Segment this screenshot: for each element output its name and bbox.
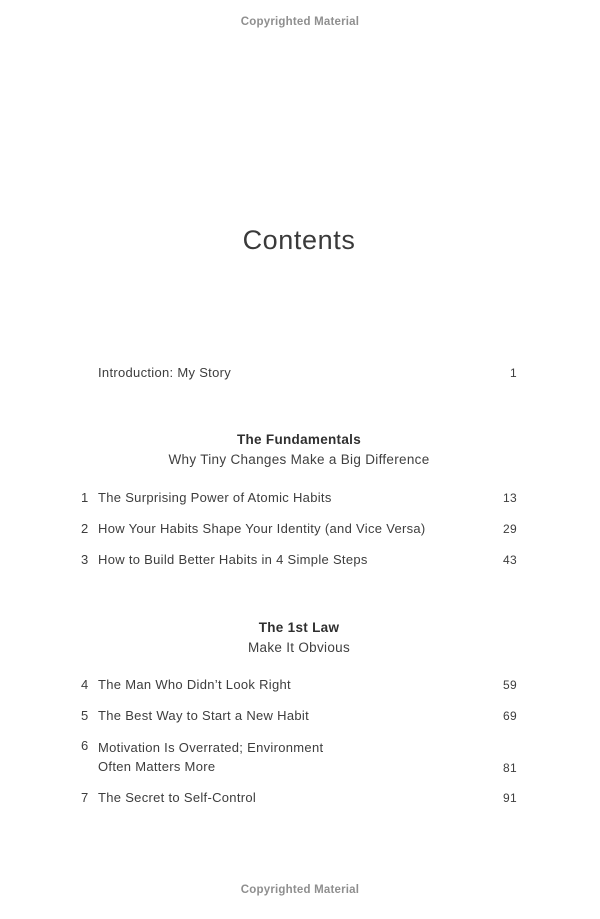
- table-of-contents: [81, 365, 517, 815]
- entry-title-line-1: Motivation Is Overrated; Environment: [98, 740, 324, 755]
- entry-title: The Surprising Power of Atomic Habits: [98, 490, 332, 505]
- entry-title: The Best Way to Start a New Habit: [98, 708, 309, 723]
- copyright-notice-bottom: Copyrighted Material: [240, 884, 360, 896]
- entry-title: The Secret to Self-Control: [98, 790, 257, 805]
- entry-title-line-2: Often Matters More: [98, 759, 216, 774]
- entry-page-number: 91: [503, 791, 517, 805]
- toc-row-chapter-5: [81, 708, 517, 724]
- chapter-number: 1: [81, 490, 89, 505]
- entry-page-number: 69: [503, 709, 517, 723]
- entry-title: Introduction: My Story: [98, 365, 232, 380]
- entry-page-number: 43: [503, 553, 517, 567]
- chapter-number: 5: [81, 708, 89, 723]
- entry-page-number: 81: [503, 761, 517, 775]
- section-subheading: Why Tiny Changes Make a Big Difference: [168, 452, 430, 467]
- chapter-number: 6: [81, 738, 89, 753]
- chapter-number: 3: [81, 552, 89, 567]
- entry-page-number: 13: [503, 491, 517, 505]
- toc-row-chapter-1: [81, 490, 517, 506]
- page-title: Contents: [242, 225, 356, 255]
- toc-row-introduction: [81, 365, 517, 381]
- entry-title: How Your Habits Shape Your Identity (and Vice Versa): [98, 521, 426, 536]
- entry-page-number: 1: [510, 366, 517, 380]
- chapter-number: 4: [81, 677, 89, 692]
- chapter-number: 2: [81, 521, 89, 536]
- section-subheading: Make It Obvious: [247, 640, 351, 655]
- toc-row-chapter-6: [81, 738, 517, 776]
- entry-title: The Man Who Didn’t Look Right: [98, 677, 291, 692]
- entry-page-number: 59: [503, 678, 517, 692]
- chapter-number: 7: [81, 790, 89, 805]
- entry-title: [98, 738, 503, 776]
- toc-row-chapter-4: [81, 677, 517, 693]
- toc-row-chapter-7: [81, 790, 517, 806]
- toc-row-chapter-3: [81, 552, 517, 568]
- toc-row-chapter-2: [81, 521, 517, 537]
- entry-page-number: 29: [503, 522, 517, 536]
- entry-title: How to Build Better Habits in 4 Simple Steps: [98, 552, 368, 567]
- section-heading: The Fundamentals: [236, 432, 362, 447]
- section-heading: The 1st Law: [258, 620, 340, 635]
- copyright-notice-top: Copyrighted Material: [240, 16, 360, 28]
- section-header-fundamentals: [81, 430, 517, 469]
- section-header-1st-law: [81, 618, 517, 657]
